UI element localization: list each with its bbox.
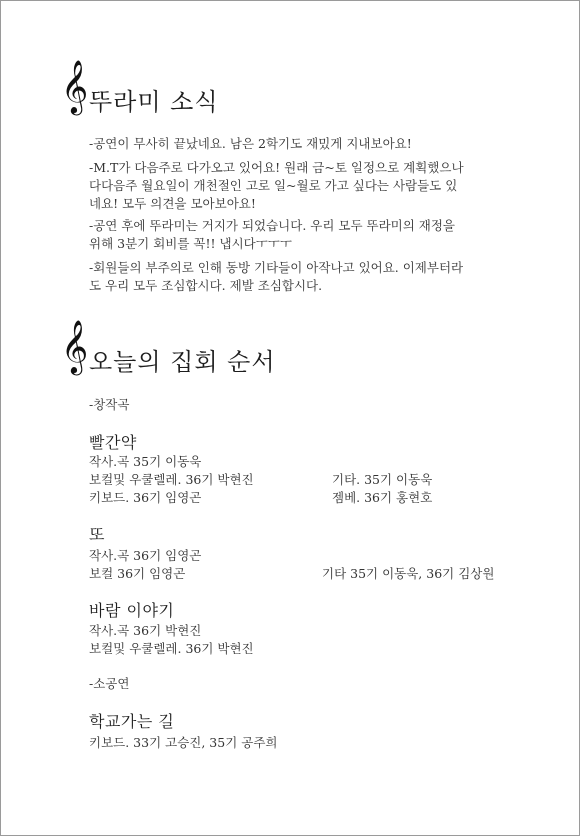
song-credit: 보컬및 우쿨렐레. 36기 박현진 [89,472,254,487]
song-credit: 작사.곡 36기 박현진 [89,623,202,638]
song-credit: 키보드. 33기 고승진, 35기 공주희 [89,735,278,750]
song-credit: 기타 35기 이동욱, 36기 김상원 [322,566,495,581]
news-line: 도 우리 모두 조심합시다. 제발 조심합시다. [89,278,323,293]
song-title: 빨간약 [89,433,137,452]
treble-clef-icon: 𝄞 [61,59,89,113]
news-line: 네요! 모두 의견을 모아보아요! [89,196,256,211]
news-item-4 [89,259,463,295]
news-line: 다다음주 월요일이 개천절인 고로 일~월로 가고 싶다는 사람들도 있 [89,178,458,193]
news-line: -회원들의 부주의로 인해 동방 기타들이 아작나고 있어요. 이제부터라 [89,260,464,275]
song-credit: 기타. 35기 이동욱 [332,472,433,487]
song-credit: 보컬 36기 임영곤 [89,566,186,581]
news-heading: 뚜라미 소식 [89,88,219,116]
song-title: 바람 이야기 [89,601,175,620]
song-credit: 작사.곡 36기 임영곤 [89,548,202,563]
news-line: -M.T가 다음주로 다가오고 있어요! 원래 금~토 일정으로 계획했으나 [89,160,464,175]
song-credit: 작사.곡 35기 이동욱 [89,454,202,469]
news-line: -공연이 무사히 끝났네요. 남은 2학기도 재밌게 지내보아요! [89,136,412,151]
news-item-1 [89,135,412,153]
section-label-original: -창작곡 [89,397,130,412]
news-line: -공연 후에 뚜라미는 거지가 되었습니다. 우리 모두 뚜라미의 재정을 [89,218,456,233]
news-item-2 [89,159,464,213]
song-title: 학교가는 길 [89,712,175,731]
section-label-small-concert: -소공연 [89,676,130,691]
song-credit: 보컬및 우쿨렐레. 36기 박현진 [89,641,254,656]
song-title: 또 [89,525,105,544]
news-item-3 [89,217,455,253]
song-credit: 키보드. 36기 임영곤 [89,490,202,505]
treble-clef-icon: 𝄞 [61,319,89,373]
news-line: 위해 3분기 회비를 꼭!! 냅시다ㅜㅜㅜ [89,236,292,251]
song-credit: 젬베. 36기 홍현호 [332,490,433,505]
program-heading: 오늘의 집회 순서 [89,348,276,376]
